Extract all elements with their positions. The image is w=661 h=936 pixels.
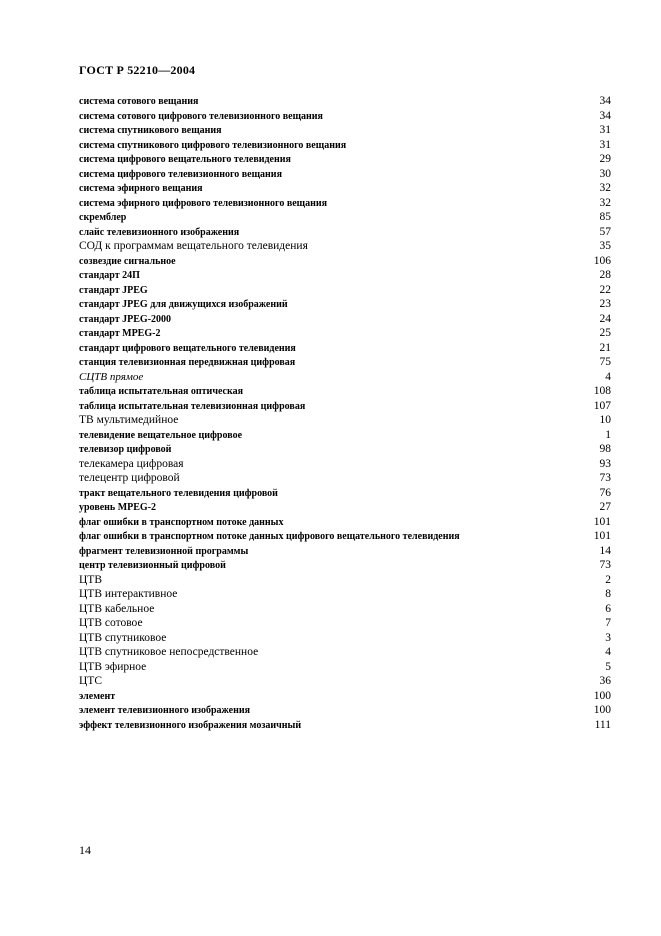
index-page-ref: 101 bbox=[593, 530, 611, 542]
index-page-ref: 31 bbox=[599, 124, 611, 136]
index-page-ref: 73 bbox=[599, 472, 611, 484]
index-entry bbox=[79, 631, 611, 646]
index-page-ref: 4 bbox=[605, 370, 611, 383]
index-page-ref: 3 bbox=[605, 631, 611, 644]
index-term: стандарт JPEG bbox=[79, 284, 148, 296]
index-entry bbox=[79, 109, 611, 124]
document-header: ГОСТ Р 52210—2004 bbox=[79, 63, 196, 77]
index-term: телевизор цифровой bbox=[79, 444, 172, 455]
index-entry bbox=[79, 674, 611, 689]
index-term: система спутникового вещания bbox=[79, 125, 222, 136]
index-entry bbox=[79, 268, 611, 283]
index-term: телевидение вещательное цифровое bbox=[79, 429, 243, 441]
index-entry bbox=[79, 225, 611, 240]
index-term: телецентр цифровой bbox=[79, 472, 180, 484]
index-entry bbox=[79, 587, 611, 602]
index-entry bbox=[79, 689, 611, 704]
index-page-ref: 30 bbox=[599, 167, 611, 180]
index-term: СЦТВ прямое bbox=[79, 370, 144, 383]
index-page-ref: 4 bbox=[605, 646, 611, 658]
index-page-ref: 24 bbox=[599, 312, 611, 325]
index-entry bbox=[79, 413, 611, 428]
index-page-ref: 100 bbox=[593, 689, 611, 702]
index-page-ref: 100 bbox=[593, 704, 611, 716]
index-term: стандарт 24П bbox=[79, 270, 140, 281]
index-term: телекамера цифровая bbox=[79, 457, 184, 470]
index-term: флаг ошибки в транспортном потоке данных bbox=[79, 516, 284, 528]
index-entry bbox=[79, 326, 611, 341]
index-page-ref: 98 bbox=[599, 443, 611, 455]
index-entry bbox=[79, 370, 611, 385]
index-entry bbox=[79, 297, 611, 312]
index-page-ref: 23 bbox=[599, 298, 611, 310]
index-term: ЦТВ сотовое bbox=[79, 617, 143, 629]
index-page-ref: 1 bbox=[605, 428, 611, 441]
index-term: ЦТВ кабельное bbox=[79, 602, 155, 615]
index-term: система цифрового вещательного телевидения bbox=[79, 154, 291, 165]
index-entry bbox=[79, 239, 611, 254]
index-page-ref: 93 bbox=[599, 457, 611, 470]
index-term: станция телевизионная передвижная цифровая bbox=[79, 357, 296, 368]
index-entry bbox=[79, 486, 611, 501]
index-entry bbox=[79, 210, 611, 225]
index-entry bbox=[79, 718, 611, 733]
index-page-ref: 27 bbox=[599, 501, 611, 513]
index-entry bbox=[79, 196, 611, 211]
index-page-ref: 85 bbox=[599, 211, 611, 223]
index-term: ЦТВ bbox=[79, 573, 102, 586]
index-page-ref: 76 bbox=[599, 486, 611, 499]
index-page-ref: 75 bbox=[599, 356, 611, 368]
index-entry bbox=[79, 341, 611, 356]
index-entry bbox=[79, 602, 611, 617]
index-page-ref: 6 bbox=[605, 602, 611, 615]
index-term: ЦТВ интерактивное bbox=[79, 588, 178, 600]
index-term: таблица испытательная телевизионная цифровая bbox=[79, 400, 306, 412]
index-entry bbox=[79, 167, 611, 182]
index-term: ТВ мультимедийное bbox=[79, 414, 179, 426]
index-term: стандарт MPEG-2 bbox=[79, 328, 161, 339]
index-page-ref: 29 bbox=[599, 153, 611, 165]
index-term: созвездие сигнальное bbox=[79, 255, 176, 267]
index-term: таблица испытательная оптическая bbox=[79, 386, 243, 397]
index-entry bbox=[79, 355, 611, 370]
index-term: система сотового цифрового телевизионного вещания bbox=[79, 110, 323, 122]
index-page-ref: 73 bbox=[599, 559, 611, 571]
index-entry bbox=[79, 457, 611, 472]
index-entry bbox=[79, 645, 611, 660]
index-entry bbox=[79, 283, 611, 298]
index-term: эффект телевизионного изображения мозаичный bbox=[79, 719, 302, 731]
index-term: стандарт цифрового вещательного телевидения bbox=[79, 342, 296, 354]
index-entry bbox=[79, 181, 611, 196]
index-page-ref: 28 bbox=[599, 269, 611, 281]
index-page-ref: 5 bbox=[605, 660, 611, 673]
index-page-ref: 106 bbox=[593, 254, 611, 267]
index-page-ref: 22 bbox=[599, 283, 611, 296]
index-page-ref: 35 bbox=[599, 240, 611, 252]
page-number: 14 bbox=[79, 843, 91, 857]
index-entry bbox=[79, 616, 611, 631]
index-term: система эфирного вещания bbox=[79, 183, 203, 194]
index-entry bbox=[79, 442, 611, 457]
index-entry bbox=[79, 573, 611, 588]
index-term: система цифрового телевизионного вещания bbox=[79, 168, 282, 180]
index-term: ЦТВ спутниковое bbox=[79, 631, 167, 644]
index-entry bbox=[79, 312, 611, 327]
index-page-ref: 34 bbox=[599, 109, 611, 122]
index-page-ref: 2 bbox=[605, 573, 611, 586]
index-term: система сотового вещания bbox=[79, 96, 199, 107]
index-term: стандарт JPEG-2000 bbox=[79, 313, 172, 325]
index-term: ЦТС bbox=[79, 675, 102, 687]
index-term: скремблер bbox=[79, 212, 127, 223]
index-term: флаг ошибки в транспортном потоке данных цифрового вещательного телевидения bbox=[79, 531, 460, 542]
index-page-ref: 111 bbox=[594, 718, 611, 731]
index-entry bbox=[79, 544, 611, 559]
index-term: система эфирного цифрового телевизионного вещания bbox=[79, 197, 328, 209]
index-entry bbox=[79, 471, 611, 486]
index-page-ref: 32 bbox=[599, 196, 611, 209]
index-page-ref: 14 bbox=[599, 544, 611, 557]
index-term: центр телевизионный цифровой bbox=[79, 560, 226, 571]
index-page-ref: 8 bbox=[605, 588, 611, 600]
index-page-ref: 7 bbox=[605, 617, 611, 629]
index-entry bbox=[79, 558, 611, 573]
index-term: стандарт JPEG для движущихся изображений bbox=[79, 299, 288, 310]
index-entry bbox=[79, 500, 611, 515]
index-entry bbox=[79, 399, 611, 414]
index-entry bbox=[79, 138, 611, 153]
index-entry bbox=[79, 515, 611, 530]
index-term: система спутникового цифрового телевизионного вещания bbox=[79, 139, 347, 151]
index-term: ЦТВ эфирное bbox=[79, 660, 147, 673]
index-entry bbox=[79, 152, 611, 167]
index-term: элемент bbox=[79, 690, 116, 702]
index-entry bbox=[79, 529, 611, 544]
term-index-list bbox=[79, 94, 611, 732]
index-page-ref: 32 bbox=[599, 182, 611, 194]
index-page-ref: 101 bbox=[593, 515, 611, 528]
index-term: тракт вещательного телевидения цифровой bbox=[79, 487, 278, 499]
index-page-ref: 10 bbox=[599, 414, 611, 426]
index-page-ref: 108 bbox=[593, 385, 611, 397]
index-term: элемент телевизионного изображения bbox=[79, 705, 251, 716]
index-entry bbox=[79, 703, 611, 718]
index-entry bbox=[79, 94, 611, 109]
index-page-ref: 21 bbox=[599, 341, 611, 354]
index-term: СОД к программам вещательного телевидения bbox=[79, 240, 308, 252]
index-page-ref: 57 bbox=[599, 225, 611, 238]
index-term: слайс телевизионного изображения bbox=[79, 226, 240, 238]
index-entry bbox=[79, 428, 611, 443]
index-entry bbox=[79, 123, 611, 138]
index-page-ref: 34 bbox=[599, 95, 611, 107]
index-page-ref: 36 bbox=[599, 675, 611, 687]
index-entry bbox=[79, 660, 611, 675]
index-page-ref: 25 bbox=[599, 327, 611, 339]
index-entry bbox=[79, 254, 611, 269]
index-term: уровень MPEG-2 bbox=[79, 502, 157, 513]
index-term: фрагмент телевизионной программы bbox=[79, 545, 249, 557]
index-page-ref: 31 bbox=[599, 138, 611, 151]
index-page-ref: 107 bbox=[593, 399, 611, 412]
index-entry bbox=[79, 384, 611, 399]
index-term: ЦТВ спутниковое непосредственное bbox=[79, 646, 259, 658]
